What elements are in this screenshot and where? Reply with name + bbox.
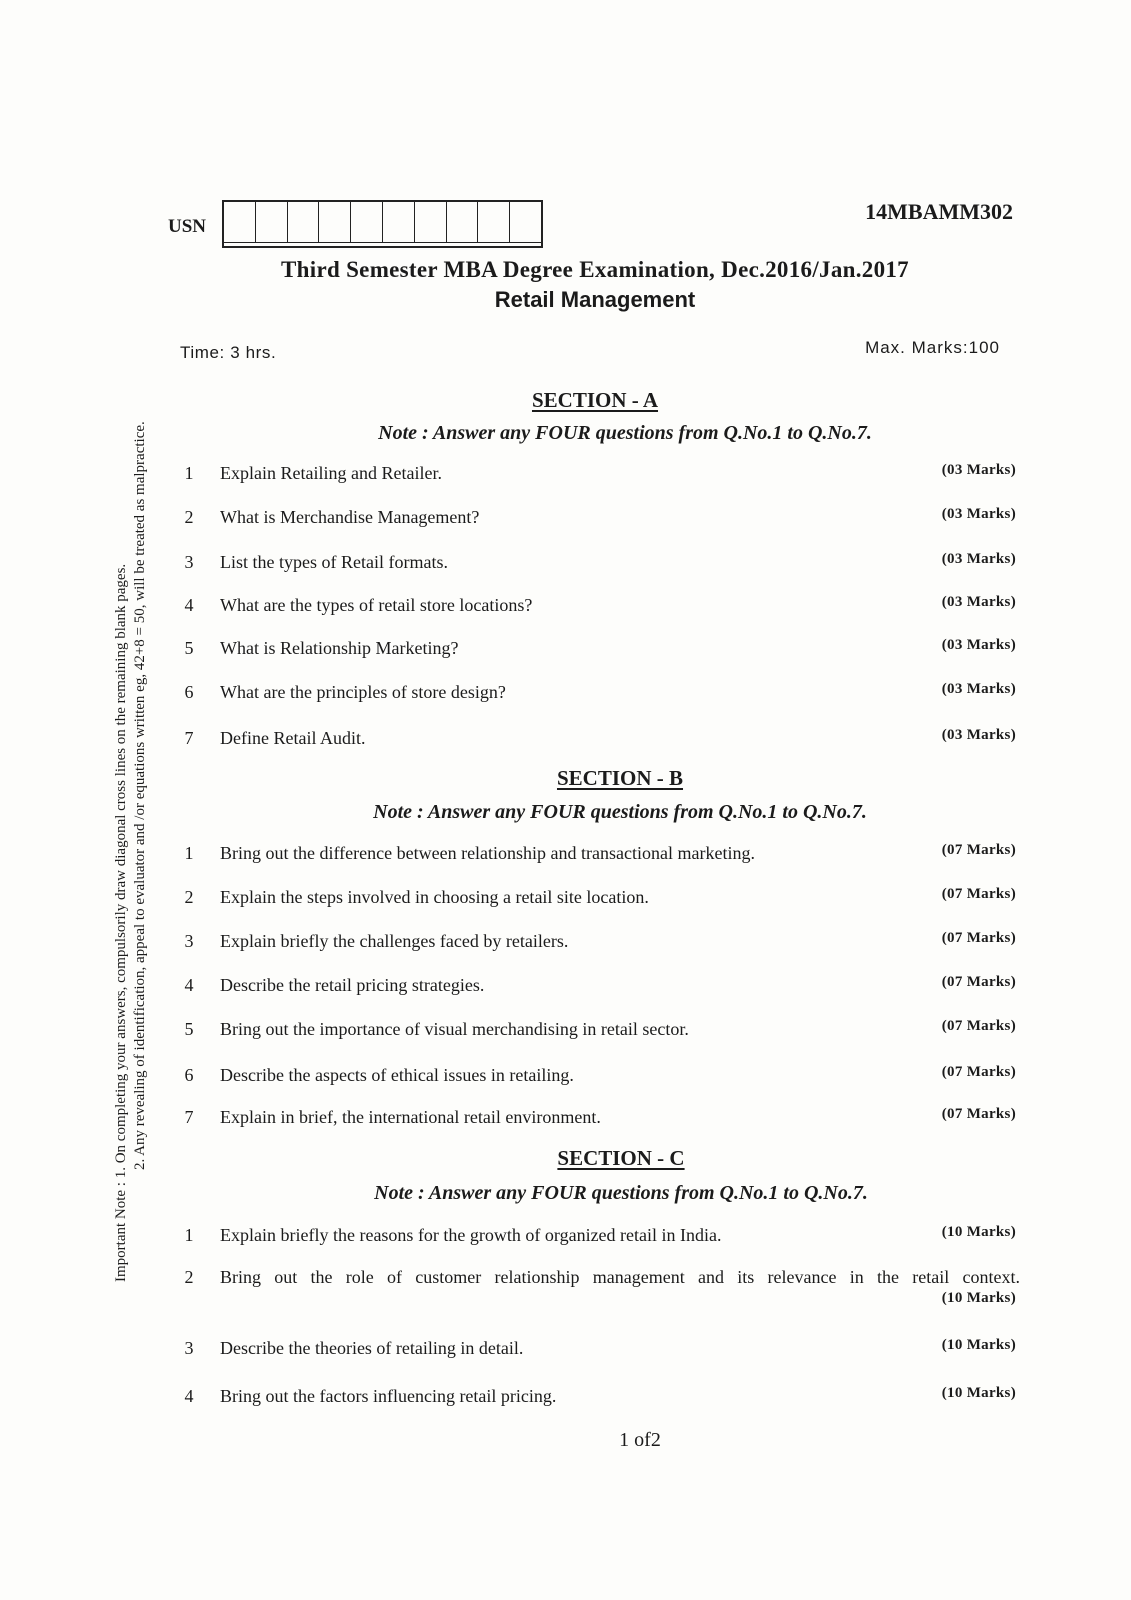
question-text: Bring out the factors influencing retail pricing. bbox=[220, 1386, 557, 1406]
question-marks: (10 Marks) bbox=[941, 1337, 1016, 1353]
question-row bbox=[0, 841, 1131, 865]
question-marks: (03 Marks) bbox=[941, 681, 1016, 697]
question-text: Describe the retail pricing strategies. bbox=[220, 975, 485, 995]
side-note-line-2: 2. Any revealing of identification, appeal to evaluator and /or equations written eg, 42+8 = 50, will be treated as malpractice. bbox=[132, 421, 148, 1170]
page-number: 1 of2 bbox=[619, 1429, 661, 1451]
question-text: Bring out the role of customer relationship management and its relevance in the retail context. bbox=[220, 1267, 1020, 1287]
question-row bbox=[0, 593, 1131, 617]
section-b-heading: SECTION - B bbox=[556, 766, 684, 790]
section-b-note: Note : Answer any FOUR questions from Q.No.1 to Q.No.7. bbox=[373, 801, 867, 823]
question-number: 5 bbox=[184, 638, 194, 658]
question-row bbox=[0, 726, 1131, 750]
question-marks: (10 Marks) bbox=[941, 1290, 1016, 1306]
question-row bbox=[0, 636, 1131, 660]
question-number: 2 bbox=[184, 887, 194, 907]
question-number: 6 bbox=[184, 1065, 194, 1085]
question-number: 7 bbox=[184, 1107, 194, 1127]
question-marks: (03 Marks) bbox=[941, 551, 1016, 567]
subject-title: Retail Management bbox=[494, 287, 696, 312]
usn-cell bbox=[510, 202, 541, 243]
question-text: What are the types of retail store locations? bbox=[220, 595, 533, 615]
question-number: 4 bbox=[184, 975, 194, 995]
question-number: 5 bbox=[184, 1019, 194, 1039]
question-marks: (07 Marks) bbox=[941, 930, 1016, 946]
question-number: 4 bbox=[184, 595, 194, 615]
question-number: 7 bbox=[184, 728, 194, 748]
question-marks: (03 Marks) bbox=[941, 727, 1016, 743]
question-number: 3 bbox=[184, 552, 194, 572]
question-number: 1 bbox=[184, 463, 194, 483]
usn-cell bbox=[351, 202, 383, 243]
question-text: Explain Retailing and Retailer. bbox=[220, 463, 442, 483]
question-text: Describe the aspects of ethical issues in retailing. bbox=[220, 1065, 574, 1085]
question-row bbox=[0, 1336, 1131, 1360]
usn-cell bbox=[319, 202, 351, 243]
question-text: What are the principles of store design? bbox=[220, 682, 506, 702]
question-row bbox=[0, 1223, 1131, 1247]
section-c-note: Note : Answer any FOUR questions from Q.No.1 to Q.No.7. bbox=[374, 1182, 868, 1204]
usn-cell bbox=[383, 202, 415, 243]
usn-cell bbox=[478, 202, 510, 243]
usn-cell bbox=[256, 202, 288, 243]
question-marks: (07 Marks) bbox=[941, 1106, 1016, 1122]
question-marks: (03 Marks) bbox=[941, 637, 1016, 653]
question-row bbox=[0, 929, 1131, 953]
question-row bbox=[0, 505, 1131, 529]
max-marks: Max. Marks:100 bbox=[865, 338, 1000, 357]
usn-cell bbox=[224, 202, 256, 243]
section-a-note: Note : Answer any FOUR questions from Q.No.1 to Q.No.7. bbox=[378, 422, 872, 444]
question-marks: (03 Marks) bbox=[941, 506, 1016, 522]
question-text: Bring out the importance of visual merchandising in retail sector. bbox=[220, 1019, 689, 1039]
usn-cell bbox=[288, 202, 320, 243]
question-row bbox=[0, 461, 1131, 485]
usn-cell bbox=[447, 202, 479, 243]
question-text: Define Retail Audit. bbox=[220, 728, 366, 748]
exam-title: Third Semester MBA Degree Examination, Dec.2016/Jan.2017 bbox=[281, 257, 909, 282]
usn-box bbox=[222, 200, 543, 248]
question-row bbox=[0, 973, 1131, 997]
question-text: List the types of Retail formats. bbox=[220, 552, 448, 572]
question-text: Explain briefly the challenges faced by retailers. bbox=[220, 931, 569, 951]
question-marks: (07 Marks) bbox=[941, 886, 1016, 902]
question-marks: (10 Marks) bbox=[941, 1385, 1016, 1401]
question-number: 6 bbox=[184, 682, 194, 702]
question-marks: (03 Marks) bbox=[941, 594, 1016, 610]
question-number: 3 bbox=[184, 1338, 194, 1358]
question-marks: (07 Marks) bbox=[941, 1018, 1016, 1034]
question-number: 2 bbox=[184, 507, 194, 527]
question-row bbox=[0, 1105, 1131, 1129]
question-number: 1 bbox=[184, 1225, 194, 1245]
course-code: 14MBAMM302 bbox=[865, 199, 1013, 224]
question-row bbox=[0, 680, 1131, 704]
question-text: Explain briefly the reasons for the growth of organized retail in India. bbox=[220, 1225, 722, 1245]
question-text: Describe the theories of retailing in detail. bbox=[220, 1338, 524, 1358]
question-marks: (07 Marks) bbox=[941, 1064, 1016, 1080]
question-text: Explain in brief, the international retail environment. bbox=[220, 1107, 601, 1127]
side-note-line-1: Important Note : 1. On completing your answers, compulsorily draw diagonal cross lines on the remaining blank pages. bbox=[113, 563, 129, 1282]
question-row bbox=[0, 1017, 1131, 1041]
usn-label: USN bbox=[168, 216, 207, 237]
question-marks: (07 Marks) bbox=[941, 974, 1016, 990]
section-a-heading: SECTION - A bbox=[531, 388, 659, 412]
question-number: 1 bbox=[184, 843, 194, 863]
question-marks: (07 Marks) bbox=[941, 842, 1016, 858]
question-number: 4 bbox=[184, 1386, 194, 1406]
question-text: What is Relationship Marketing? bbox=[220, 638, 459, 658]
time-allowed: Time: 3 hrs. bbox=[180, 343, 277, 362]
question-text: What is Merchandise Management? bbox=[220, 507, 480, 527]
question-row bbox=[0, 1063, 1131, 1087]
question-row bbox=[0, 1384, 1131, 1408]
usn-cell bbox=[415, 202, 447, 243]
question-row bbox=[0, 885, 1131, 909]
question-marks: (03 Marks) bbox=[941, 462, 1016, 478]
question-text: Explain the steps involved in choosing a retail site location. bbox=[220, 887, 649, 907]
question-row bbox=[0, 550, 1131, 574]
question-text: Bring out the difference between relationship and transactional marketing. bbox=[220, 843, 755, 863]
section-c-heading: SECTION - C bbox=[557, 1146, 685, 1170]
question-marks: (10 Marks) bbox=[941, 1224, 1016, 1240]
question-row bbox=[0, 1265, 1131, 1306]
question-number: 2 bbox=[184, 1267, 194, 1287]
question-number: 3 bbox=[184, 931, 194, 951]
